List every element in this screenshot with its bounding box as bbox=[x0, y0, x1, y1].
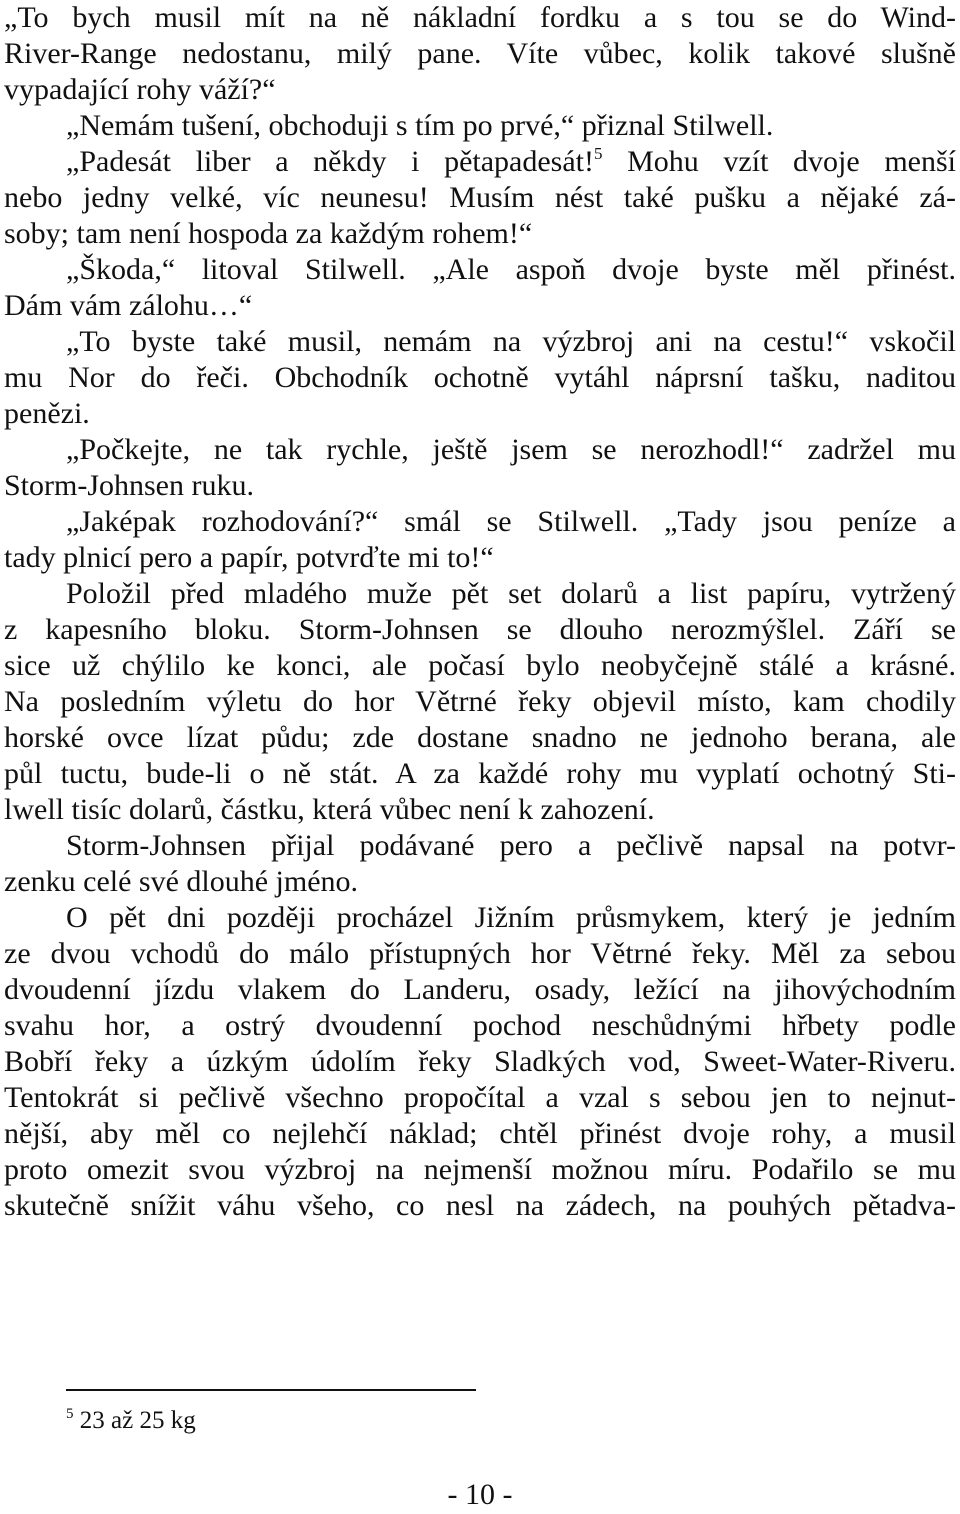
text-line: lwell tisíc dolarů, částku, která vůbec není k zahození. bbox=[4, 793, 655, 826]
text-line: zenku celé své dlouhé jméno. bbox=[4, 865, 359, 898]
text-line: „Jaképak rozhodování?“ smál se Stilwell. „Tady jsou peníze a bbox=[66, 505, 956, 538]
footnote bbox=[66, 1404, 196, 1438]
text-line: penězi. bbox=[4, 397, 90, 430]
text-line: Storm-Johnsen přijal podávané pero a pečlivě napsal na potvr- bbox=[66, 829, 956, 862]
text-fragment: „Padesát liber a někdy i pětapadesát! bbox=[66, 145, 594, 178]
text-line: „To bych musil mít na ně nákladní fordku a s tou se do Wind- bbox=[4, 1, 956, 34]
text-line: River-Range nedostanu, milý pane. Víte vůbec, kolik takové slušně bbox=[4, 37, 956, 70]
text-line: svahu hor, a ostrý dvoudenní pochod neschůdnými hřbety podle bbox=[4, 1009, 956, 1042]
text-line: „Nemám tušení, obchoduji s tím po prvé,“ přiznal Stilwell. bbox=[66, 109, 774, 142]
text-line: soby; tam není hospoda za každým rohem!“ bbox=[4, 217, 533, 250]
text-line: „Škoda,“ litoval Stilwell. „Ale aspoň dvoje byste měl přinést. bbox=[66, 253, 956, 286]
text-line: skutečně snížit váhu všeho, co nesl na zádech, na pouhých pětadva- bbox=[4, 1189, 956, 1222]
text-line: „To byste také musil, nemám na výzbroj ani na cestu!“ vskočil bbox=[66, 325, 956, 358]
text-line: O pět dni později procházel Jižním průsmykem, který je jedním bbox=[66, 901, 956, 934]
text-line: vypadající rohy váží?“ bbox=[4, 73, 276, 106]
text-line: Na posledním výletu do hor Větrné řeky objevil místo, kam chodily bbox=[4, 685, 956, 718]
text-line: ze dvou vchodů do málo přístupných hor Větrné řeky. Měl za sebou bbox=[4, 937, 956, 970]
text-line: Storm-Johnsen ruku. bbox=[4, 469, 254, 502]
text-fragment: Mohu vzít dvoje menší bbox=[627, 145, 956, 178]
text-line: Dám vám zálohu…“ bbox=[4, 289, 253, 322]
text-line: z kapesního bloku. Storm-Johnsen se dlouho nerozmýšlel. Září se bbox=[4, 613, 956, 646]
text-line: horské ovce lízat půdu; zde dostane snadno ne jednoho berana, ale bbox=[4, 721, 956, 754]
text-line: mu Nor do řeči. Obchodník ochotně vytáhl náprsní tašku, naditou bbox=[4, 361, 956, 394]
text-line: Položil před mladého muže pět set dolarů a list papíru, vytržený bbox=[66, 577, 956, 610]
text-line: nější, aby měl co nejlehčí náklad; chtěl přinést dvoje rohy, a musil bbox=[4, 1117, 956, 1150]
footnote-separator bbox=[66, 1389, 476, 1391]
text-line: Bobří řeky a úzkým údolím řeky Sladkých vod, Sweet-Water-Riveru. bbox=[4, 1045, 956, 1078]
text-line: nebo jedny velké, víc neunesu! Musím nést také pušku a nějaké zá- bbox=[4, 181, 956, 214]
text-line: sice už chýlilo ke konci, ale počasí bylo neobyčejně stálé a krásné. bbox=[4, 649, 956, 682]
footnote-text: 23 až 25 kg bbox=[79, 1407, 196, 1434]
text-line bbox=[66, 144, 956, 180]
text-line: „Počkejte, ne tak rychle, ještě jsem se nerozhodl!“ zadržel mu bbox=[66, 433, 956, 466]
text-line: dvoudenní jízdu vlakem do Landeru, osady, ležící na jihovýchodním bbox=[4, 973, 956, 1006]
text-line: proto omezit svou výzbroj na nejmenší možnou míru. Podařilo se mu bbox=[4, 1153, 956, 1186]
text-line: půl tuctu, bude-li o ně stát. A za každé rohy mu vyplatí ochotný Sti- bbox=[4, 757, 956, 790]
text-line: tady plnicí pero a papír, potvrďte mi to!“ bbox=[4, 541, 494, 574]
footnote-marker: 5 bbox=[66, 1406, 74, 1422]
page-number: - 10 - bbox=[447, 1478, 513, 1511]
text-line: Tentokrát si pečlivě všechno propočítal a vzal s sebou jen to nejnut- bbox=[4, 1081, 956, 1114]
footnote-ref: 5 bbox=[593, 144, 603, 163]
